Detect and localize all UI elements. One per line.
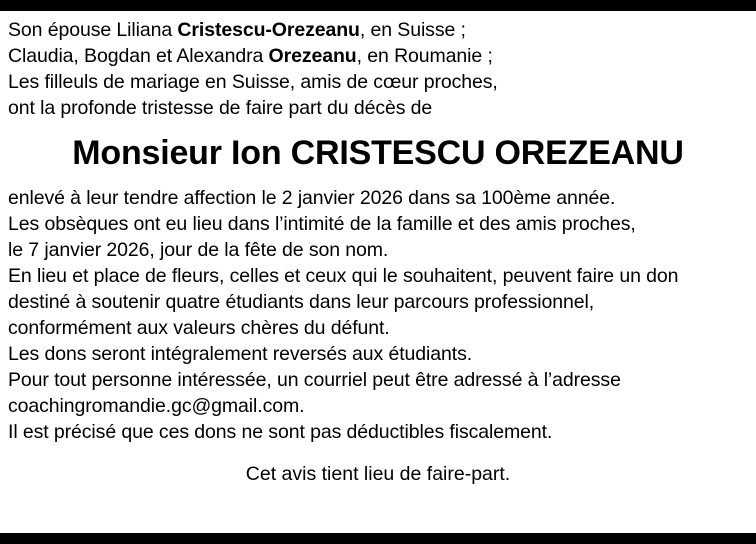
- top-rule: [0, 0, 756, 11]
- body-line: [8, 419, 748, 445]
- closing-statement: Cet avis tient lieu de faire-part.: [245, 463, 511, 485]
- text-run: le 7 janvier 2026, jour de la fête de son nom.: [8, 239, 389, 261]
- text-run: ont la profonde tristesse de faire part du décès de: [8, 97, 433, 119]
- intro-line: [8, 43, 748, 69]
- body-line: [8, 393, 748, 419]
- text-run: coachingromandie.gc@gmail.com.: [8, 395, 305, 417]
- body-line: [8, 263, 748, 289]
- body-line: [8, 211, 748, 237]
- text-run: En lieu et place de fleurs, celles et ceux qui le souhaitent, peuvent faire un don: [8, 265, 679, 287]
- text-run: destiné à soutenir quatre étudiants dans leur parcours professionnel,: [8, 291, 595, 313]
- text-run: Il est précisé que ces dons ne sont pas déductibles fiscalement.: [8, 421, 553, 443]
- emphasized-text: Cristescu-Orezeanu: [177, 19, 360, 41]
- bottom-rule: [0, 533, 756, 544]
- intro-block: [8, 17, 748, 121]
- deceased-name: Monsieur Ion CRISTESCU OREZEANU: [72, 134, 684, 172]
- text-run: enlevé à leur tendre affection le 2 janvier 2026 dans sa 100ème année.: [8, 187, 616, 209]
- body-line: [8, 289, 748, 315]
- text-run: Les obsèques ont eu lieu dans l’intimité de la famille et des amis proches,: [8, 213, 636, 235]
- text-run: Claudia, Bogdan et Alexandra: [8, 45, 269, 67]
- body-line: [8, 315, 748, 341]
- text-run: conformément aux valeurs chères du défunt.: [8, 317, 390, 339]
- text-run: , en Suisse ;: [359, 19, 466, 41]
- text-run: Les dons seront intégralement reversés aux étudiants.: [8, 343, 473, 365]
- body-block: [8, 185, 748, 445]
- emphasized-text: Orezeanu: [268, 45, 357, 67]
- body-line: [8, 367, 748, 393]
- text-run: Son épouse Liliana: [8, 19, 178, 41]
- intro-line: [8, 69, 748, 95]
- notice-content: [0, 11, 756, 533]
- text-run: Pour tout personne intéressée, un courriel peut être adressé à l’adresse: [8, 369, 621, 391]
- body-line: [8, 341, 748, 367]
- body-line: [8, 185, 748, 211]
- text-run: Les filleuls de mariage en Suisse, amis de cœur proches,: [8, 71, 498, 93]
- body-line: [8, 237, 748, 263]
- intro-line: [8, 17, 748, 43]
- intro-line: [8, 95, 748, 121]
- text-run: , en Roumanie ;: [356, 45, 493, 67]
